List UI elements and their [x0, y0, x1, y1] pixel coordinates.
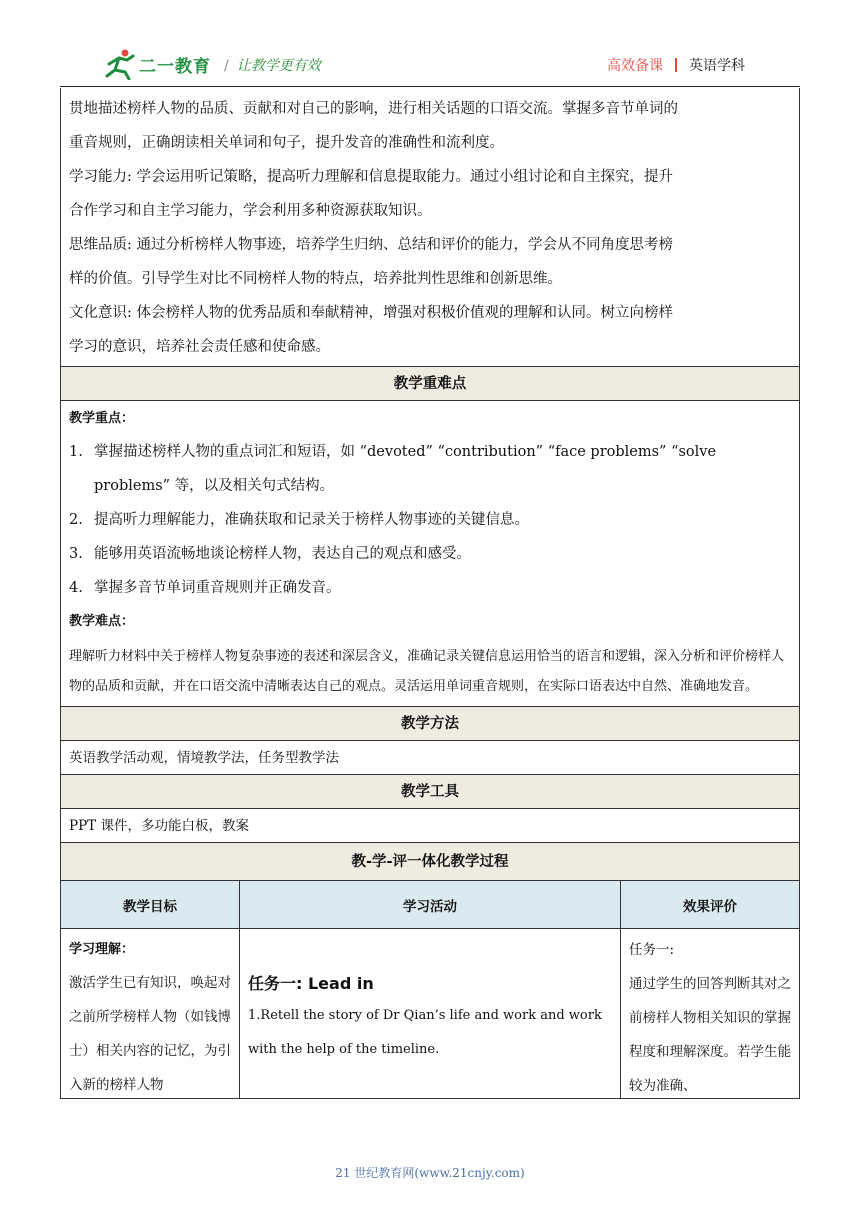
goal-text: 激活学生已有知识，唤起对之前所学榜样人物（如钱博士）相关内容的记忆，为引入新的榜样人物	[69, 975, 231, 1093]
learning-ability-line: 合作学习和自主学习能力，学会利用多种资源获取知识。	[69, 203, 432, 219]
slogan-text: 让教学更有效	[236, 58, 321, 74]
culture-awareness-line: 学习的意识，培养社会责任感和使命感。	[69, 339, 330, 355]
page-header	[0, 0, 860, 86]
evaluation-cell	[621, 929, 799, 1098]
tools-heading: 教学工具	[61, 774, 799, 808]
objectives-cell	[61, 88, 799, 366]
methods-text: 英语教学活动观，情境教学法，任务型教学法	[61, 740, 799, 774]
process-table-row	[61, 928, 799, 1098]
logo-text: 二一教育	[139, 56, 211, 77]
item-number: 2.	[69, 512, 83, 528]
thinking-quality-line: 样的价值。引导学生对比不同榜样人物的特点，培养批判性思维和创新思维。	[69, 271, 562, 287]
column-header-activities: 学习活动	[240, 881, 621, 928]
goal-cell	[61, 929, 240, 1098]
methods-heading: 教学方法	[61, 706, 799, 740]
evaluation-text: 通过学生的回答判断其对之前榜样人物相关知识的掌握程度和理解深度。若学生能较为准确、	[629, 976, 791, 1094]
item-text: 掌握描述榜样人物的重点词汇和短语，如 “devoted” “contribution” “face problems” “solve	[94, 444, 717, 460]
focus-item	[61, 435, 799, 469]
subject-label: 英语学科	[689, 58, 745, 74]
tools-text: PPT 课件，多功能白板，教案	[61, 808, 799, 842]
header-rule	[60, 86, 800, 87]
item-text: 提高听力理解能力，准确获取和记录关于榜样人物事迹的关键信息。	[94, 512, 529, 528]
runner-logo-icon	[103, 48, 137, 80]
item-text: 掌握多音节单词重音规则并正确发音。	[94, 580, 341, 596]
brand-label: 高效备课	[607, 58, 663, 74]
column-header-goals: 教学目标	[61, 881, 240, 928]
focus-item-continued	[61, 469, 799, 503]
objective-line: 贯地描述榜样人物的品质、贡献和对自己的影响，进行相关话题的口语交流。掌握多音节单词的	[69, 101, 678, 117]
learning-ability-line: 学习能力: 学会运用听记策略，提高听力理解和信息提取能力。通过小组讨论和自主探究，提升	[69, 169, 673, 185]
brand-separator	[675, 58, 677, 72]
focus-item	[61, 571, 799, 605]
difficulty-label: 教学难点：	[69, 614, 135, 629]
slash-divider: /	[224, 58, 229, 74]
task-text: 1.Retell the story of Dr Qian’s life and work and work with the help of the timeline.	[248, 1008, 602, 1057]
focus-item	[61, 503, 799, 537]
process-table-header	[61, 880, 799, 928]
goal-label: 学习理解：	[69, 942, 135, 957]
item-number: 4.	[69, 580, 83, 596]
thinking-quality-line: 思维品质: 通过分析榜样人物事迹，培养学生归纳、总结和评价的能力，学会从不同角度思考榜	[69, 237, 673, 253]
culture-awareness-line: 文化意识: 体会榜样人物的优秀品质和奉献精神，增强对积极价值观的理解和认同。树立向榜样	[69, 305, 673, 321]
evaluation-label: 任务一:	[629, 942, 675, 958]
item-text: problems” 等，以及相关句式结构。	[94, 478, 335, 494]
process-heading: 教-学-评一体化教学过程	[61, 842, 799, 880]
focus-label: 教学重点：	[69, 411, 135, 426]
difficulty-text: 理解听力材料中关于榜样人物复杂事迹的表述和深层含义，准确记录关键信息运用恰当的语言和逻辑，深入分析和评价榜样人物的品质和贡献，并在口语交流中清晰表达自己的观点。灵活运用单词重音规则，在实际口语表达中自然、准确地发音。	[69, 649, 785, 694]
column-header-evaluation: 效果评价	[683, 898, 737, 915]
page-footer: 21 世纪教育网(www.21cnjy.com)	[335, 1166, 525, 1180]
item-number: 3.	[69, 546, 83, 562]
focus-item	[61, 537, 799, 571]
logo	[103, 46, 215, 82]
lesson-plan-table	[60, 88, 800, 1099]
objective-line: 重音规则，正确朗读相关单词和句子，提升发音的准确性和流利度。	[69, 135, 504, 151]
slogan	[224, 55, 321, 75]
item-text: 能够用英语流畅地谈论榜样人物，表达自己的观点和感受。	[94, 546, 471, 562]
key-points-heading: 教学重难点	[61, 366, 799, 400]
item-number: 1.	[69, 444, 83, 460]
header-brand	[607, 55, 745, 75]
activity-cell	[240, 929, 621, 1098]
task-title: 任务一: Lead in	[248, 974, 374, 993]
key-points-cell	[61, 400, 799, 706]
